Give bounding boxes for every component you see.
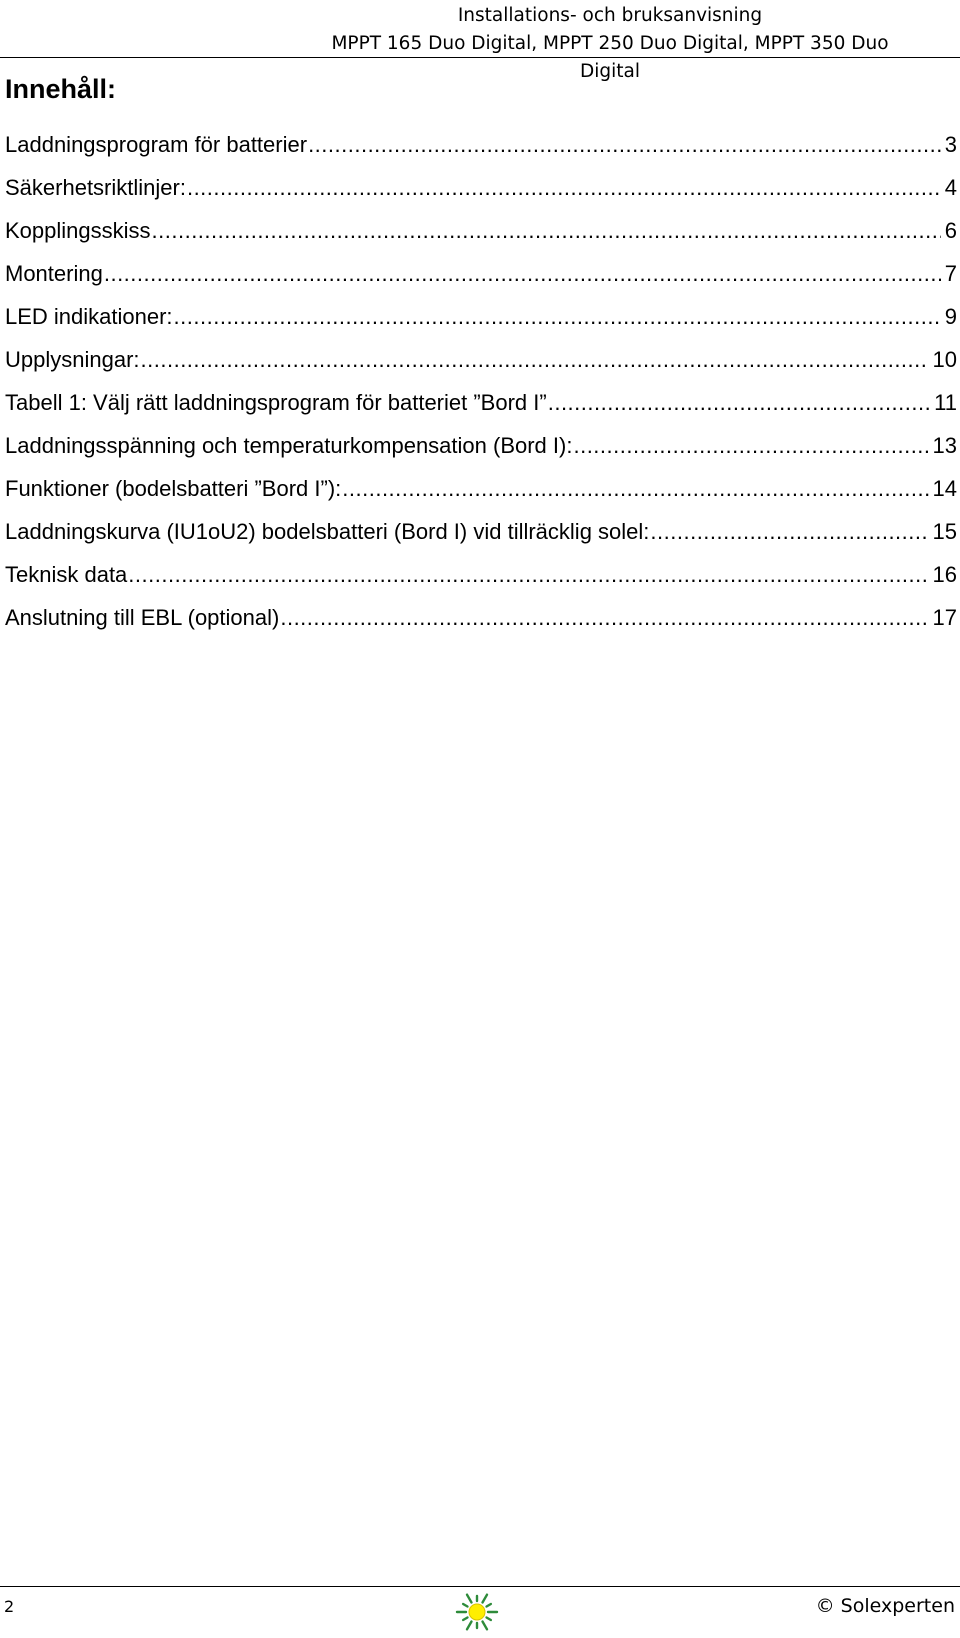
toc-entry[interactable]	[5, 209, 957, 252]
toc-entry[interactable]	[5, 381, 957, 424]
sun-disc	[469, 1604, 485, 1620]
sun-ray	[487, 1618, 491, 1621]
toc-entry-page: 15	[932, 519, 957, 544]
toc-leader-dots	[573, 424, 928, 467]
header-subtitle: MPPT 165 Duo Digital, MPPT 250 Duo Digital, MPPT 350 Duo Digital	[331, 33, 889, 82]
toc-entry[interactable]	[5, 166, 957, 209]
toc-leader-dots	[280, 596, 928, 639]
toc-entry-page: 10	[932, 347, 957, 372]
toc-leader-dots	[548, 381, 930, 424]
toc-entry-page: 16	[932, 562, 957, 587]
toc-entry-page: 14	[932, 476, 957, 501]
toc-entry-page: 13	[932, 433, 957, 458]
sun-ray	[463, 1618, 467, 1621]
toc-leader-dots	[128, 553, 928, 596]
toc-entry-text: Kopplingsskiss	[5, 218, 151, 243]
sun-ray	[483, 1595, 488, 1603]
toc-leader-dots	[104, 252, 941, 295]
header-divider	[0, 57, 960, 58]
toc-entry[interactable]	[5, 510, 957, 553]
toc-leader-dots	[174, 295, 941, 338]
toc-entry-text: Teknisk data	[5, 562, 128, 587]
toc-entry-page: 3	[944, 132, 957, 157]
toc-entry-text: Tabell 1: Välj rätt laddningsprogram för batteriet ”Bord I”	[5, 390, 547, 415]
toc-leader-dots	[187, 166, 941, 209]
toc-entry-page: 6	[944, 218, 957, 243]
sun-logo-graphic	[455, 1589, 499, 1633]
toc-entry-text: Säkerhetsriktlinjer:	[5, 175, 186, 200]
toc-entry[interactable]	[5, 467, 957, 510]
toc-leader-dots	[308, 123, 941, 166]
toc-entry-text: Laddningskurva (IU1oU2) bodelsbatteri (Bord I) vid tillräcklig solel:	[5, 519, 650, 544]
sun-ray	[467, 1622, 472, 1630]
document-header	[300, 0, 920, 86]
toc-leader-dots	[152, 209, 941, 252]
toc-leader-dots	[650, 510, 928, 553]
toc-leader-dots	[342, 467, 928, 510]
toc-entry-text: Montering	[5, 261, 103, 286]
toc-entry[interactable]	[5, 596, 957, 639]
toc-entry-text: Laddningsprogram för batterier	[5, 132, 308, 157]
header-title: Installations- och bruksanvisning	[457, 5, 763, 26]
sun-ray	[483, 1622, 488, 1630]
toc-entry-page: 9	[944, 304, 957, 329]
toc-entry-page: 7	[944, 261, 957, 286]
sun-logo-icon	[455, 1589, 499, 1633]
toc-entry[interactable]	[5, 252, 957, 295]
table-of-contents	[5, 123, 957, 639]
toc-entry[interactable]	[5, 123, 957, 166]
sun-ray	[487, 1604, 491, 1607]
toc-entry-text: Laddningsspänning och temperaturkompensation (Bord I):	[5, 433, 573, 458]
copyright-notice: © Solexperten	[815, 1595, 955, 1617]
toc-entry-page: 4	[944, 175, 957, 200]
page-number: 2	[4, 1597, 15, 1616]
toc-entry-page: 17	[932, 605, 957, 630]
toc-entry-text: Funktioner (bodelsbatteri ”Bord I”):	[5, 476, 342, 501]
toc-entry[interactable]	[5, 553, 957, 596]
sun-ray	[467, 1595, 472, 1603]
toc-entry-text: Upplysningar:	[5, 347, 140, 372]
sun-ray	[463, 1604, 467, 1607]
toc-leader-dots	[141, 338, 929, 381]
toc-entry[interactable]	[5, 295, 957, 338]
footer-divider	[0, 1586, 960, 1587]
toc-entry[interactable]	[5, 424, 957, 467]
toc-entry-text: Anslutning till EBL (optional)	[5, 605, 280, 630]
toc-entry-page: 11	[934, 390, 957, 415]
toc-entry[interactable]	[5, 338, 957, 381]
toc-entry-text: LED indikationer:	[5, 304, 173, 329]
toc-title: Innehåll:	[5, 74, 117, 104]
